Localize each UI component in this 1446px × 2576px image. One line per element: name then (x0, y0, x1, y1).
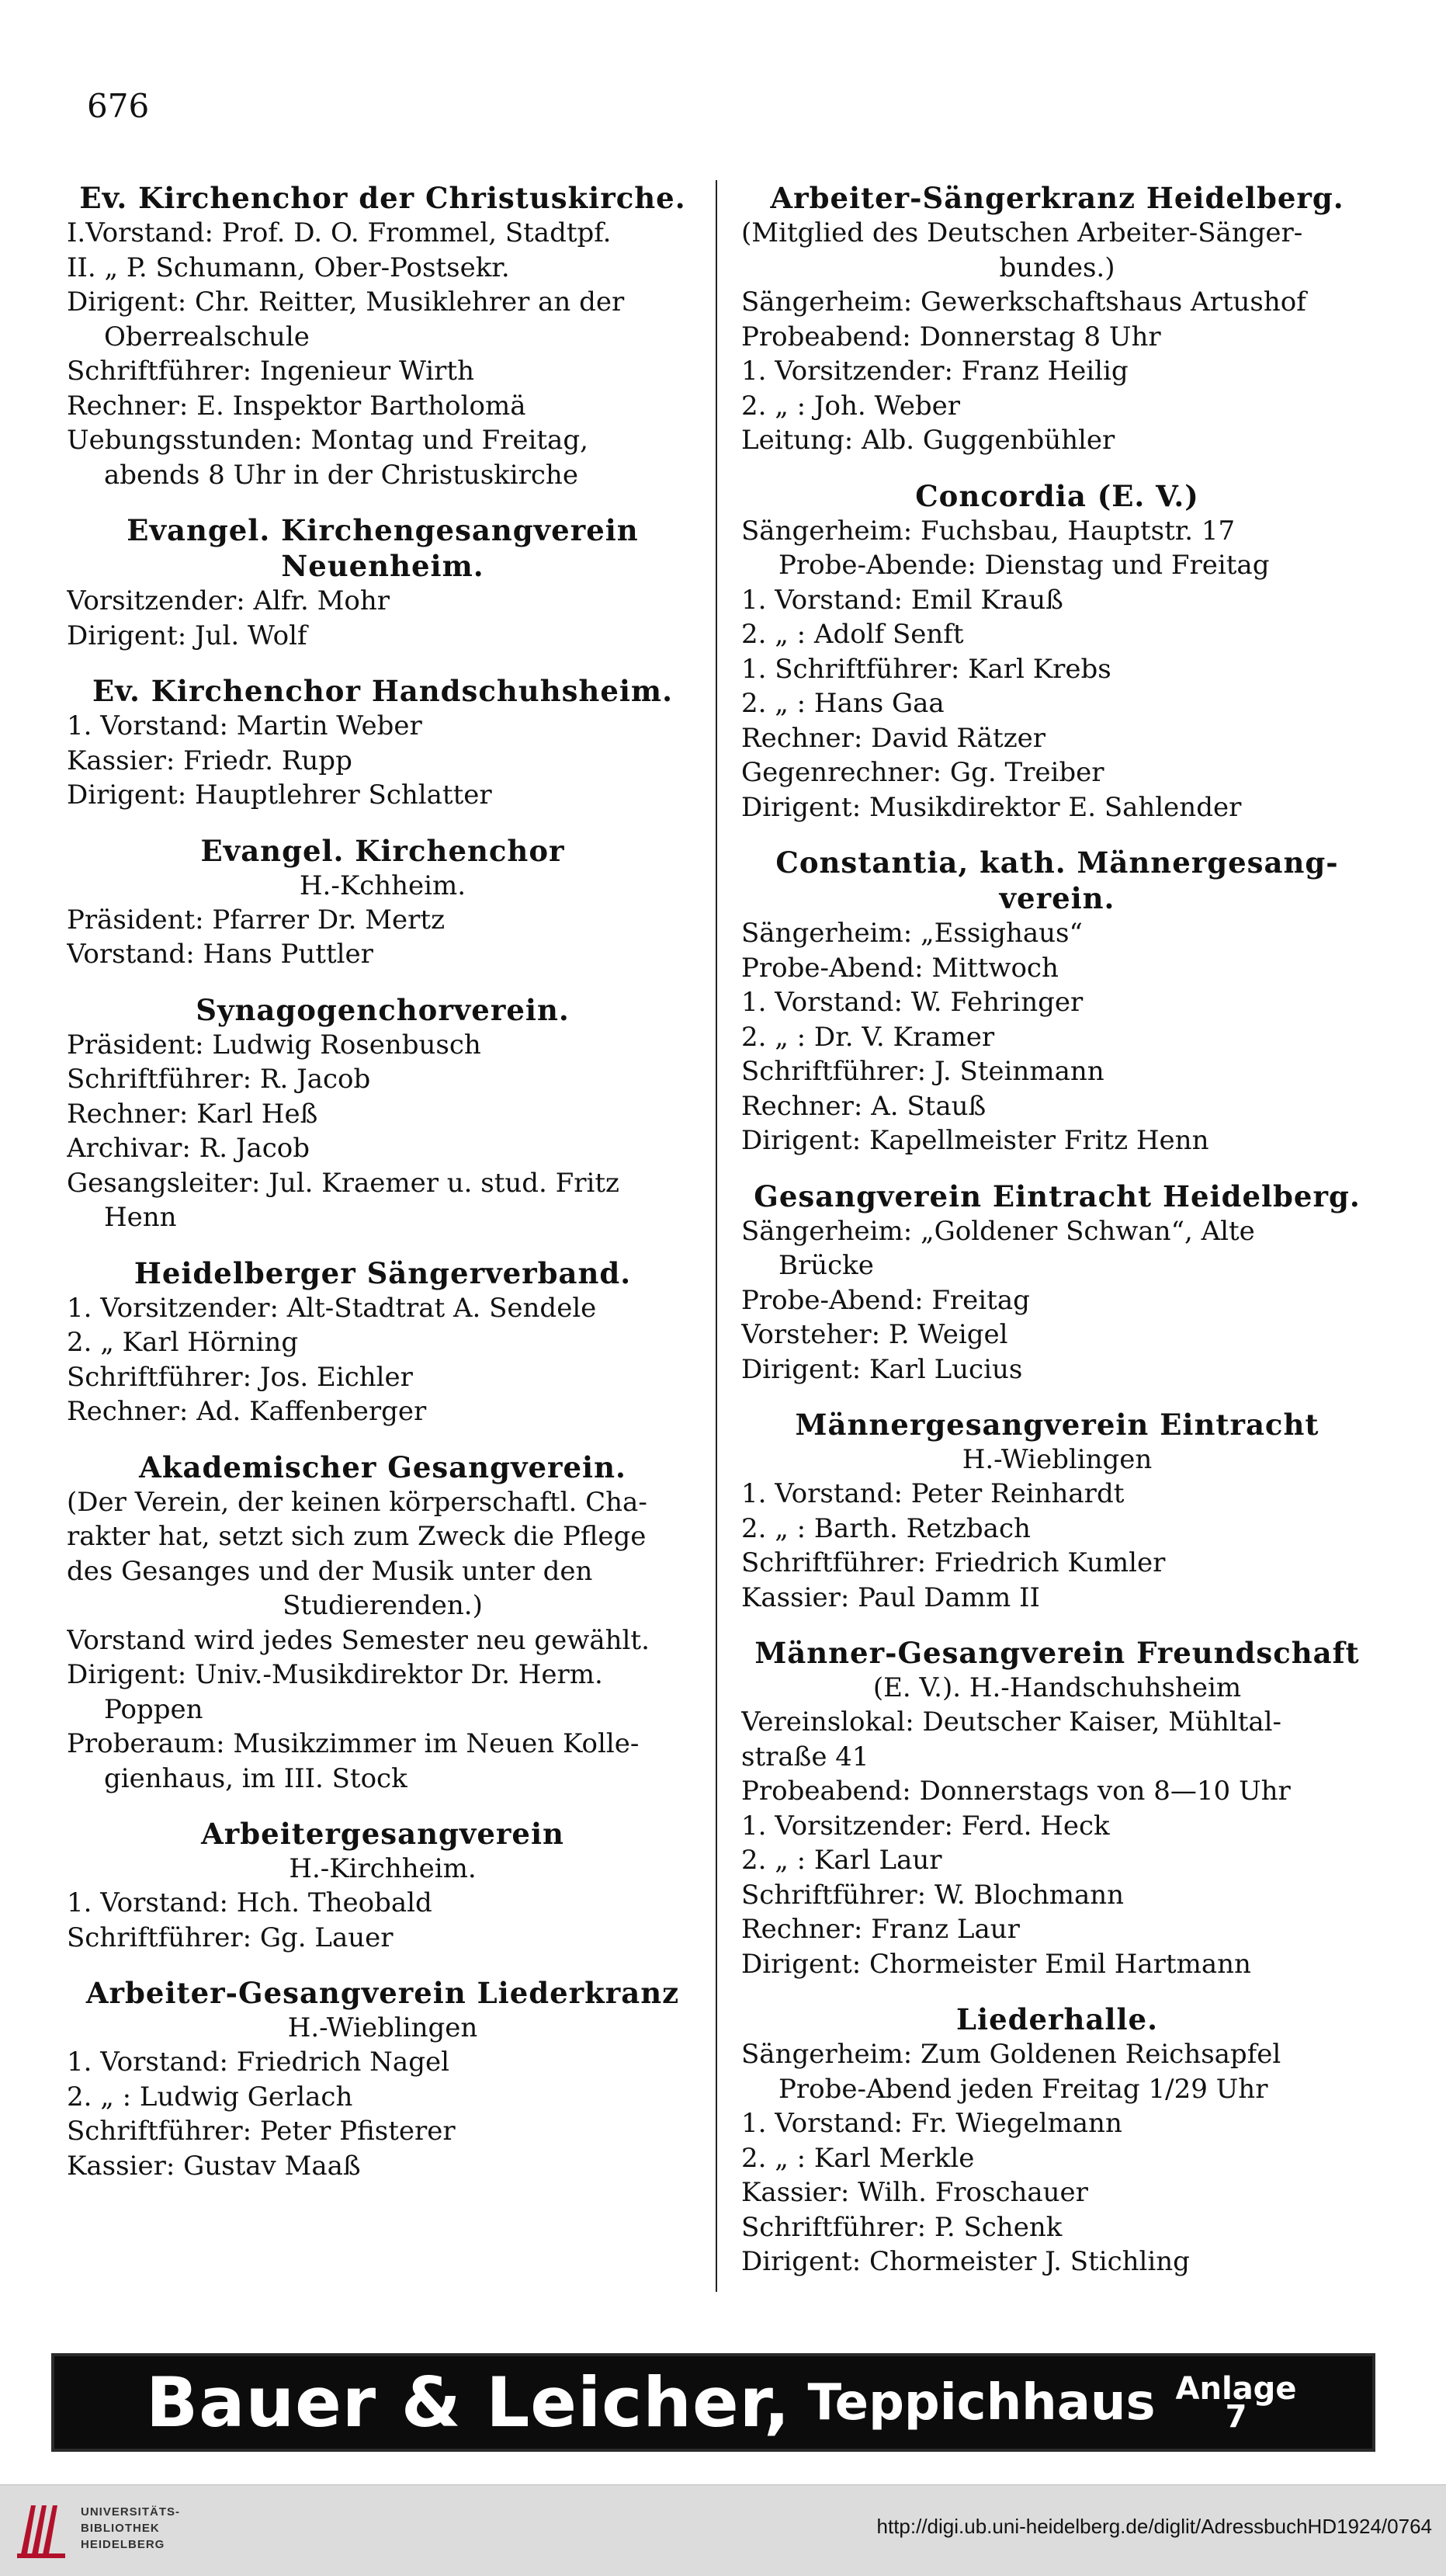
entry-heading: Heidelberger Sängerverband. (134, 1255, 632, 1290)
entry-line: Rechner: David Rätzer (741, 722, 1045, 754)
entry-heading: Akademischer Gesangverein. (139, 1449, 626, 1484)
entry-line: Kassier: Friedr. Rupp (67, 745, 352, 776)
entry-line: 2. „ : Barth. Retzbach (741, 1512, 1031, 1544)
entry-line: 1. Vorstand: Emil Krauß (741, 584, 1063, 616)
entry-line: straße 41 (741, 1741, 869, 1772)
entry-heading: Männer-Gesangverein Freundschaft (754, 1636, 1360, 1670)
entry-line: 1. Vorsitzender: Franz Heilig (741, 356, 1129, 387)
entry-heading: Concordia (E. V.) (915, 478, 1199, 513)
entry-line: I.Vorstand: Prof. D. O. Frommel, Stadtpf. (67, 217, 612, 248)
entry-line: Schriftführer: W. Blochmann (741, 1879, 1125, 1911)
entry-line: Archivar: R. Jacob (67, 1133, 310, 1164)
entry-subheading: H.-Wieblingen (287, 2012, 478, 2043)
library-name: UNIVERSITÄTS- BIBLIOTHEK HEIDELBERG (81, 2505, 181, 2551)
entry-line: 1. Vorstand: Martin Weber (67, 710, 422, 741)
entry-line: 2. „ : Karl Merkle (741, 2142, 975, 2174)
entry-line: Kassier: Paul Damm II (741, 1581, 1040, 1613)
entry-line: Sängerheim: Fuchsbau, Hauptstr. 17 (741, 515, 1236, 547)
entry-line: 2. „ : Dr. V. Kramer (741, 1021, 995, 1053)
entry-line: Probe-Abend: Mittwoch (741, 952, 1059, 984)
page-number: 676 (87, 87, 150, 125)
entry-subheading: verein. (999, 881, 1115, 915)
entry-line: (Mitglied des Deutschen Arbeiter-Sänger- (741, 217, 1303, 248)
entry-line: des Gesanges und der Musik unter den (67, 1555, 593, 1587)
entry-line: Vorsitzender: Alfr. Mohr (67, 585, 390, 616)
entry-line: 1. Vorsitzender: Ferd. Heck (741, 1810, 1110, 1842)
entry-heading: Constantia, kath. Männergesang- (775, 845, 1339, 880)
entry-line: Schriftführer: R. Jacob (67, 1064, 371, 1095)
ad-address-street: Anlage (1175, 2370, 1297, 2407)
entry-line: Brücke (778, 1250, 874, 1281)
directory-entry (741, 845, 1373, 1158)
directory-entry (741, 180, 1373, 458)
directory-entry (67, 1255, 699, 1429)
entry-line: Schriftführer: Friedrich Kumler (741, 1547, 1166, 1578)
entry-heading: Ev. Kirchenchor Handschuhsheim. (92, 674, 673, 708)
entry-line: 1. Vorstand: W. Fehringer (741, 987, 1084, 1018)
entry-line: Oberrealschule (104, 321, 310, 352)
entry-line: 1. Vorstand: Friedrich Nagel (67, 2047, 449, 2078)
entry-line: Rechner: A. Stauß (741, 1090, 987, 1122)
entry-subheading: Neuenheim. (281, 549, 484, 583)
entry-line: 2. „ : Joh. Weber (741, 390, 960, 422)
viewer-footer (0, 2484, 1446, 2576)
document-url-link[interactable]: http://digi.ub.uni-heidelberg.de/diglit/AdressbuchHD1924/0764 (876, 2515, 1432, 2538)
directory-entry (67, 833, 699, 972)
entry-line: 1. Vorstand: Hch. Theobald (67, 1887, 432, 1918)
entry-line: 2. „ : Ludwig Gerlach (67, 2081, 353, 2113)
entry-line: 2. „ : Karl Laur (741, 1845, 942, 1876)
entry-line: Dirigent: Hauptlehrer Schlatter (67, 779, 492, 811)
entry-subheading: H.-Kchheim. (299, 870, 466, 901)
entry-line: Dirigent: Musikdirektor E. Sahlender (741, 791, 1242, 823)
entry-line: 1. Vorsitzender: Alt-Stadtrat A. Sendele (67, 1292, 597, 1324)
directory-entry (741, 2001, 1373, 2279)
entry-line: Schriftführer: Peter Pfisterer (67, 2116, 456, 2147)
entry-line: Studierenden.) (283, 1590, 483, 1621)
entry-line: Präsident: Ludwig Rosenbusch (67, 1029, 481, 1061)
directory-entry (741, 1179, 1373, 1387)
directory-entry (67, 673, 699, 813)
entry-subheading: H.-Kirchheim. (289, 1853, 477, 1884)
entry-heading: Synagogenchorverein. (196, 992, 570, 1027)
entry-line: Rechner: Karl Heß (67, 1098, 318, 1130)
directory-entry (67, 1816, 699, 1955)
entry-line: 1. Schriftführer: Karl Krebs (741, 653, 1111, 685)
entry-heading: Arbeiter-Sängerkranz Heidelberg. (770, 181, 1344, 215)
entry-line: Uebungsstunden: Montag und Freitag, (67, 425, 588, 456)
entry-line: rakter hat, setzt sich zum Zweck die Pflege (67, 1521, 647, 1552)
entry-line: 2. „ : Adolf Senft (741, 619, 964, 650)
entry-line: Sängerheim: „Essighaus“ (741, 918, 1083, 949)
entry-line: (Der Verein, der keinen körperschaftl. Cha- (67, 1486, 647, 1518)
entry-heading: Liederhalle. (956, 2002, 1158, 2036)
entry-line: Probeabend: Donnerstag 8 Uhr (741, 321, 1161, 352)
entry-line: Henn (104, 1202, 177, 1233)
entry-line: Schriftführer: P. Schenk (741, 2211, 1063, 2243)
ad-trade: Teppichhaus (807, 2373, 1156, 2432)
entry-line: 2. „ Karl Hörning (67, 1327, 299, 1358)
entry-line: Rechner: E. Inspektor Bartholomä (67, 390, 526, 422)
entry-heading: Arbeiter-Gesangverein Liederkranz (85, 1976, 680, 2010)
entry-line: Dirigent: Karl Lucius (741, 1353, 1023, 1385)
entry-heading: Ev. Kirchenchor der Christuskirche. (79, 181, 686, 215)
entry-line: 1. Vorstand: Fr. Wiegelmann (741, 2108, 1122, 2139)
advertisement-banner (51, 2353, 1375, 2452)
entry-line: Dirigent: Chr. Reitter, Musiklehrer an der (67, 286, 625, 318)
university-library-logo-icon (16, 2502, 68, 2560)
directory-entry (741, 1407, 1373, 1615)
entry-line: bundes.) (999, 252, 1115, 283)
directory-entry (67, 992, 699, 1235)
entry-line: Sängerheim: „Goldener Schwan“, Alte (741, 1215, 1255, 1247)
entry-line: Probe-Abend: Freitag (741, 1284, 1030, 1316)
ad-address (1175, 2370, 1297, 2435)
entry-subheading: H.-Wieblingen (962, 1444, 1153, 1475)
directory-entry (67, 1975, 699, 2183)
entry-line: Schriftführer: Gg. Lauer (67, 1922, 394, 1953)
entry-line: Probe-Abende: Dienstag und Freitag (778, 550, 1270, 581)
directory-entry (67, 180, 699, 492)
directory-entry (741, 478, 1373, 825)
ad-address-number: 7 (1225, 2398, 1247, 2435)
directory-entry (67, 512, 699, 653)
entry-line: Dirigent: Univ.-Musikdirektor Dr. Herm. (67, 1659, 603, 1690)
entry-line: Dirigent: Jul. Wolf (67, 620, 307, 651)
right-column (741, 180, 1373, 2300)
entry-line: Kassier: Wilh. Froschauer (741, 2177, 1088, 2208)
entry-line: Schriftführer: Jos. Eichler (67, 1361, 413, 1393)
entry-subheading: (E. V.). H.-Handschuhsheim (872, 1672, 1242, 1703)
entry-line: Gesangsleiter: Jul. Kraemer u. stud. Fritz (67, 1167, 619, 1199)
entry-line: Vorstand: Hans Puttler (67, 939, 373, 970)
entry-line: Sängerheim: Gewerkschaftshaus Artushof (741, 286, 1306, 318)
directory-entry (67, 1449, 699, 1797)
entry-line: 1. Vorstand: Peter Reinhardt (741, 1478, 1125, 1509)
left-column (67, 180, 699, 2203)
entry-line: Rechner: Ad. Kaffenberger (67, 1396, 427, 1427)
ad-company-name: Bauer & Leicher, (146, 2362, 791, 2442)
entry-line: Gegenrechner: Gg. Treiber (741, 757, 1104, 788)
entry-heading: Arbeitergesangverein (201, 1817, 564, 1851)
entry-line: Vorsteher: P. Weigel (741, 1319, 1008, 1350)
entry-line: Dirigent: Chormeister Emil Hartmann (741, 1948, 1251, 1980)
entry-line: Probe-Abend jeden Freitag 1/29 Uhr (778, 2073, 1268, 2105)
entry-line: Poppen (104, 1693, 203, 1725)
entry-heading: Männergesangverein Eintracht (795, 1408, 1319, 1442)
entry-line: Präsident: Pfarrer Dr. Mertz (67, 904, 446, 936)
entry-line: Rechner: Franz Laur (741, 1914, 1020, 1945)
entry-line: gienhaus, im III. Stock (104, 1762, 407, 1794)
entry-line: Kassier: Gustav Maaß (67, 2150, 361, 2182)
entry-line: Proberaum: Musikzimmer im Neuen Kolle- (67, 1728, 640, 1759)
entry-line: Probeabend: Donnerstags von 8—10 Uhr (741, 1776, 1291, 1807)
entry-line: Sängerheim: Zum Goldenen Reichsapfel (741, 2039, 1281, 2070)
entry-line: Dirigent: Kapellmeister Fritz Henn (741, 1125, 1209, 1156)
entry-line: II. „ P. Schumann, Ober-Postsekr. (67, 252, 510, 283)
entry-line: 2. „ : Hans Gaa (741, 688, 945, 719)
entry-line: Schriftführer: Ingenieur Wirth (67, 356, 474, 387)
entry-line: Vereinslokal: Deutscher Kaiser, Mühltal- (741, 1706, 1282, 1738)
entry-heading: Evangel. Kirchenchor (200, 833, 565, 868)
entry-line: Vorstand wird jedes Semester neu gewählt. (67, 1624, 650, 1656)
entry-heading: Evangel. Kirchengesangverein (127, 513, 639, 547)
entry-line: Leitung: Alb. Guggenbühler (741, 425, 1115, 456)
entry-line: abends 8 Uhr in der Christuskirche (104, 459, 578, 491)
entry-heading: Gesangverein Eintracht Heidelberg. (754, 1179, 1361, 1213)
column-divider (716, 180, 717, 2292)
directory-entry (741, 1635, 1373, 1981)
entry-line: Schriftführer: J. Steinmann (741, 1056, 1104, 1087)
entry-line: Dirigent: Chormeister J. Stichling (741, 2246, 1190, 2277)
